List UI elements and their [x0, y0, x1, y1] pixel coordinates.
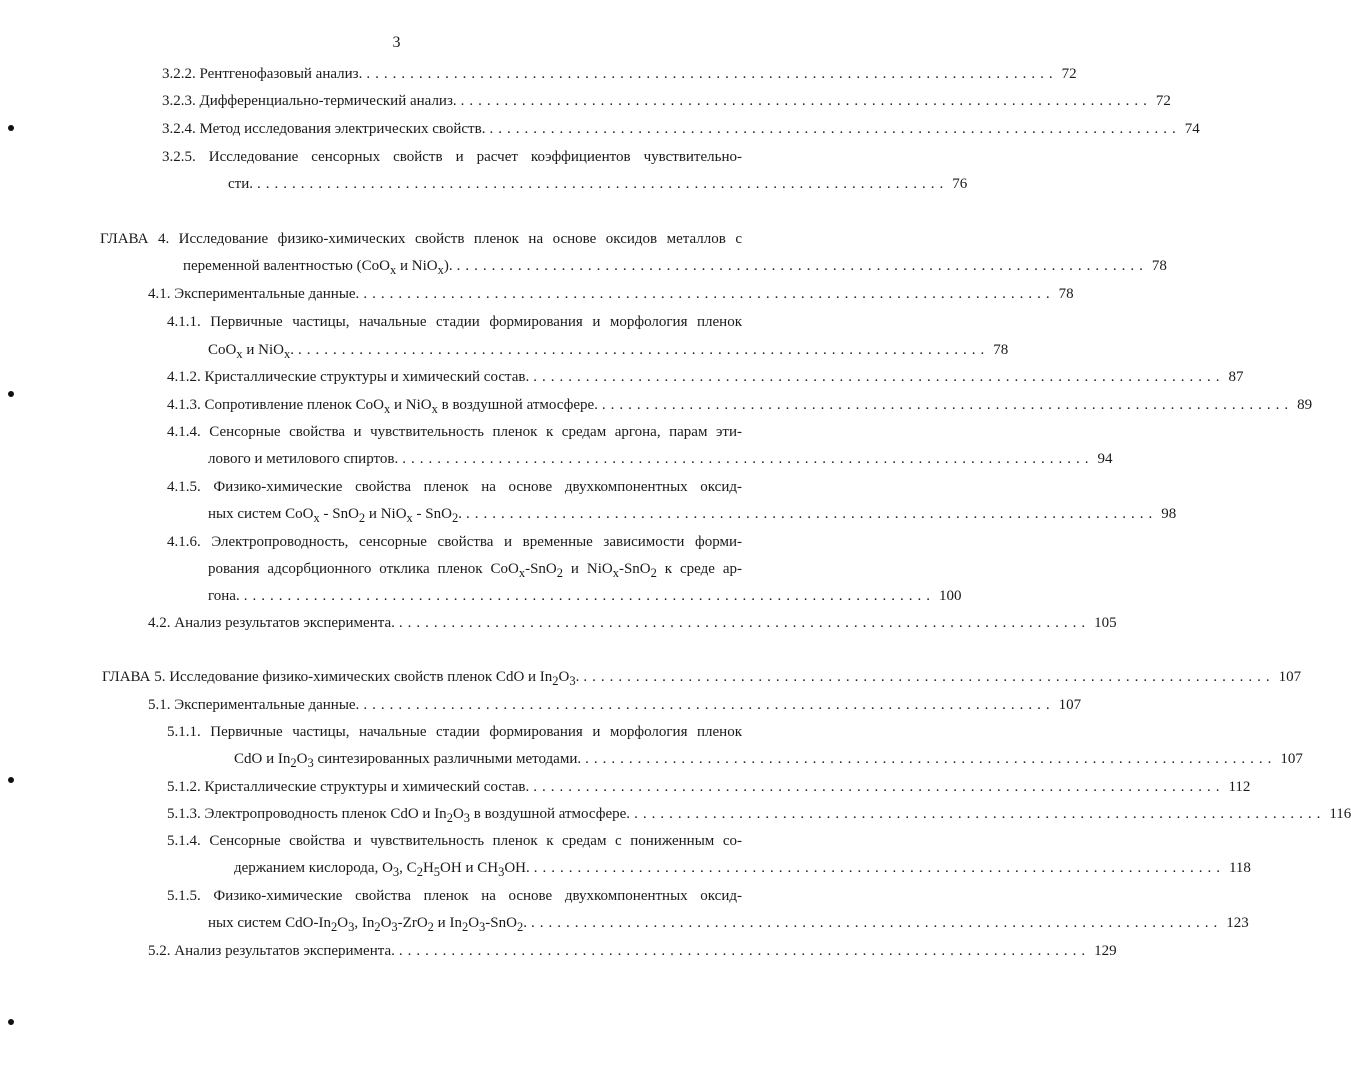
chapter-heading[interactable]: ГЛАВА 4. Исследование физико-химических свойств пленок на основе оксидов металлов с [100, 231, 742, 247]
toc-entry-line2[interactable]: сти. ............................................................................... 76 [228, 176, 968, 192]
toc-page: 78 [1058, 286, 1074, 302]
toc-page: 107 [1278, 669, 1302, 685]
toc-page: 123 [1226, 915, 1249, 931]
toc-entry[interactable]: 5.1.2. Кристаллические структуры и химический состав. ............................................................................... 112 [167, 779, 1251, 795]
dot-leader: ............................................................................... [402, 451, 1094, 467]
toc-page: 72 [1061, 66, 1077, 82]
toc-entry[interactable]: 3.2.2. Рентгенофазовый анализ. ............................................................................... 72 [162, 66, 1077, 82]
toc-entry[interactable]: 3.2.3. Дифференциально-термический анализ. ............................................................................... 72 [162, 93, 1171, 109]
dot-leader: ............................................................................... [456, 258, 1148, 274]
toc-page: 118 [1228, 860, 1251, 876]
toc-entry-line1[interactable]: 5.1.5. Физико-химические свойства пленок на основе двухкомпонентных оксид- [167, 888, 742, 904]
toc-entry-line1[interactable]: 5.1.1. Первичные частицы, начальные стадии формирования и морфология пленок [167, 724, 742, 740]
toc-page: 98 [1161, 506, 1177, 522]
toc-entry-line3[interactable]: гона. ............................................................................... 100 [208, 588, 962, 604]
dot-leader: ............................................................................... [465, 506, 1158, 522]
dot-leader: ............................................................................... [363, 697, 1055, 713]
toc-page: 72 [1155, 93, 1171, 109]
dot-leader: ............................................................................... [257, 176, 949, 192]
dot-leader: ............................................................................... [530, 915, 1223, 931]
toc-entry-line1[interactable]: 4.1.1. Первичные частицы, начальные стадии формирования и морфология пленок [167, 314, 742, 330]
chapter-heading[interactable]: ГЛАВА 5. Исследование физико-химических свойств пленок CdO и $In_2O_3$. ............................................................................... 107 [102, 669, 1302, 688]
toc-entry[interactable]: 4.1. Экспериментальные данные. ............................................................................... 78 [148, 286, 1074, 302]
toc-entry-line2[interactable]: рования адсорбционного отклика пленок CoO$_x$-SnO$_2$ и NiO$_x$-SnO$_2$ к среде ар- [208, 561, 742, 580]
binding-hole-mark [8, 1019, 14, 1025]
dot-leader: ............................................................................... [366, 66, 1058, 82]
binding-hole-mark [8, 125, 14, 131]
toc-entry-line2[interactable]: ных систем CoO$_x$ - SnO$_2$ и NiO$_x$ - SnO$_2$. ............................................................................... 98 [208, 506, 1177, 525]
toc-entry-line2[interactable]: лового и метилового спиртов. ............................................................................... 94 [208, 451, 1113, 467]
toc-entry[interactable]: 5.1.3. Электропроводность пленок CdO и $In_2O_3$ в воздушной атмосфере. ............................................................................... 116 [167, 806, 1351, 825]
toc-entry[interactable]: 5.2. Анализ результатов эксперимента. ............................................................................... 129 [148, 943, 1117, 959]
dot-leader: ............................................................................... [243, 588, 935, 604]
dot-leader: ............................................................................... [460, 93, 1152, 109]
toc-entry-line1[interactable]: 3.2.5. Исследование сенсорных свойств и расчет коэффициентов чувствительно- [162, 149, 742, 165]
toc-entry-line2[interactable]: CdO и $In_2O_3$ синтезированных различными методами. ............................................................................... 107 [234, 751, 1303, 770]
toc-entry[interactable]: 4.2. Анализ результатов эксперимента. ............................................................................... 105 [148, 615, 1117, 631]
toc-page: 78 [1151, 258, 1167, 274]
toc-page: 116 [1329, 806, 1351, 822]
toc-page: 107 [1058, 697, 1082, 713]
toc-page: 100 [938, 588, 962, 604]
dot-leader: ............................................................................... [533, 779, 1225, 795]
toc-entry[interactable]: 5.1. Экспериментальные данные. ............................................................................... 107 [148, 697, 1082, 713]
binding-hole-mark [8, 391, 14, 397]
toc-page: 105 [1094, 615, 1117, 631]
dot-leader: ............................................................................... [533, 860, 1225, 876]
toc-page: 74 [1184, 121, 1200, 137]
toc-page: 87 [1228, 369, 1244, 385]
toc-entry-line2[interactable]: ных систем CdO-$In_2O_3$, $In_2O_3-ZrO_2$ и $In_2O_3-SnO_2$. ............................................................................... 123 [208, 915, 1249, 934]
toc-page: 76 [952, 176, 968, 192]
toc-entry-line1[interactable]: 5.1.4. Сенсорные свойства и чувствительность пленок к средам с пониженным со- [167, 833, 742, 849]
dot-leader: ............................................................................... [398, 943, 1091, 959]
dot-leader: ............................................................................... [363, 286, 1055, 302]
toc-entry[interactable]: 4.1.2. Кристаллические структуры и химический состав. ............................................................................... 87 [167, 369, 1244, 385]
toc-entry-line1[interactable]: 4.1.4. Сенсорные свойства и чувствительность пленок к средам аргона, парам эти- [167, 424, 742, 440]
toc-page: 107 [1280, 751, 1303, 767]
toc-entry[interactable]: 3.2.4. Метод исследования электрических свойств. ............................................................................... 74 [162, 121, 1200, 137]
binding-hole-mark [8, 777, 14, 783]
dot-leader: ............................................................................... [398, 615, 1091, 631]
toc-page: 89 [1297, 397, 1313, 413]
toc-entry-line2[interactable]: CoO$_x$ и NiO$_x$. ............................................................................... 78 [208, 342, 1009, 361]
toc-entry-line1[interactable]: 4.1.5. Физико-химические свойства пленок на основе двухкомпонентных оксид- [167, 479, 742, 495]
toc-entry-line1[interactable]: 4.1.6. Электропроводность, сенсорные свойства и временные зависимости форми- [167, 534, 742, 550]
toc-page: 112 [1228, 779, 1251, 795]
dot-leader: ............................................................................... [583, 669, 1275, 685]
dot-leader: ............................................................................... [585, 751, 1277, 767]
dot-leader: ............................................................................... [601, 397, 1294, 413]
dot-leader: ............................................................................... [489, 121, 1181, 137]
toc-page: 94 [1097, 451, 1113, 467]
dot-leader: ............................................................................... [634, 806, 1326, 822]
dot-leader: ............................................................................... [297, 342, 990, 358]
toc-page: 78 [993, 342, 1009, 358]
toc-page: 129 [1094, 943, 1117, 959]
page-number: 3 [392, 34, 401, 51]
dot-leader: ............................................................................... [533, 369, 1225, 385]
chapter-heading-line2[interactable]: переменной валентностью (CoO$_x$ и NiO$_x$). ............................................................................... 78 [183, 258, 1167, 277]
toc-entry-line2[interactable]: держанием кислорода, $O_3$, $C_2H_5OH$ и $CH_3OH$. ............................................................................... 118 [234, 860, 1251, 879]
toc-entry[interactable]: 4.1.3. Сопротивление пленок CoO$_x$ и NiO$_x$ в воздушной атмосфере. ............................................................................... 89 [167, 397, 1313, 416]
